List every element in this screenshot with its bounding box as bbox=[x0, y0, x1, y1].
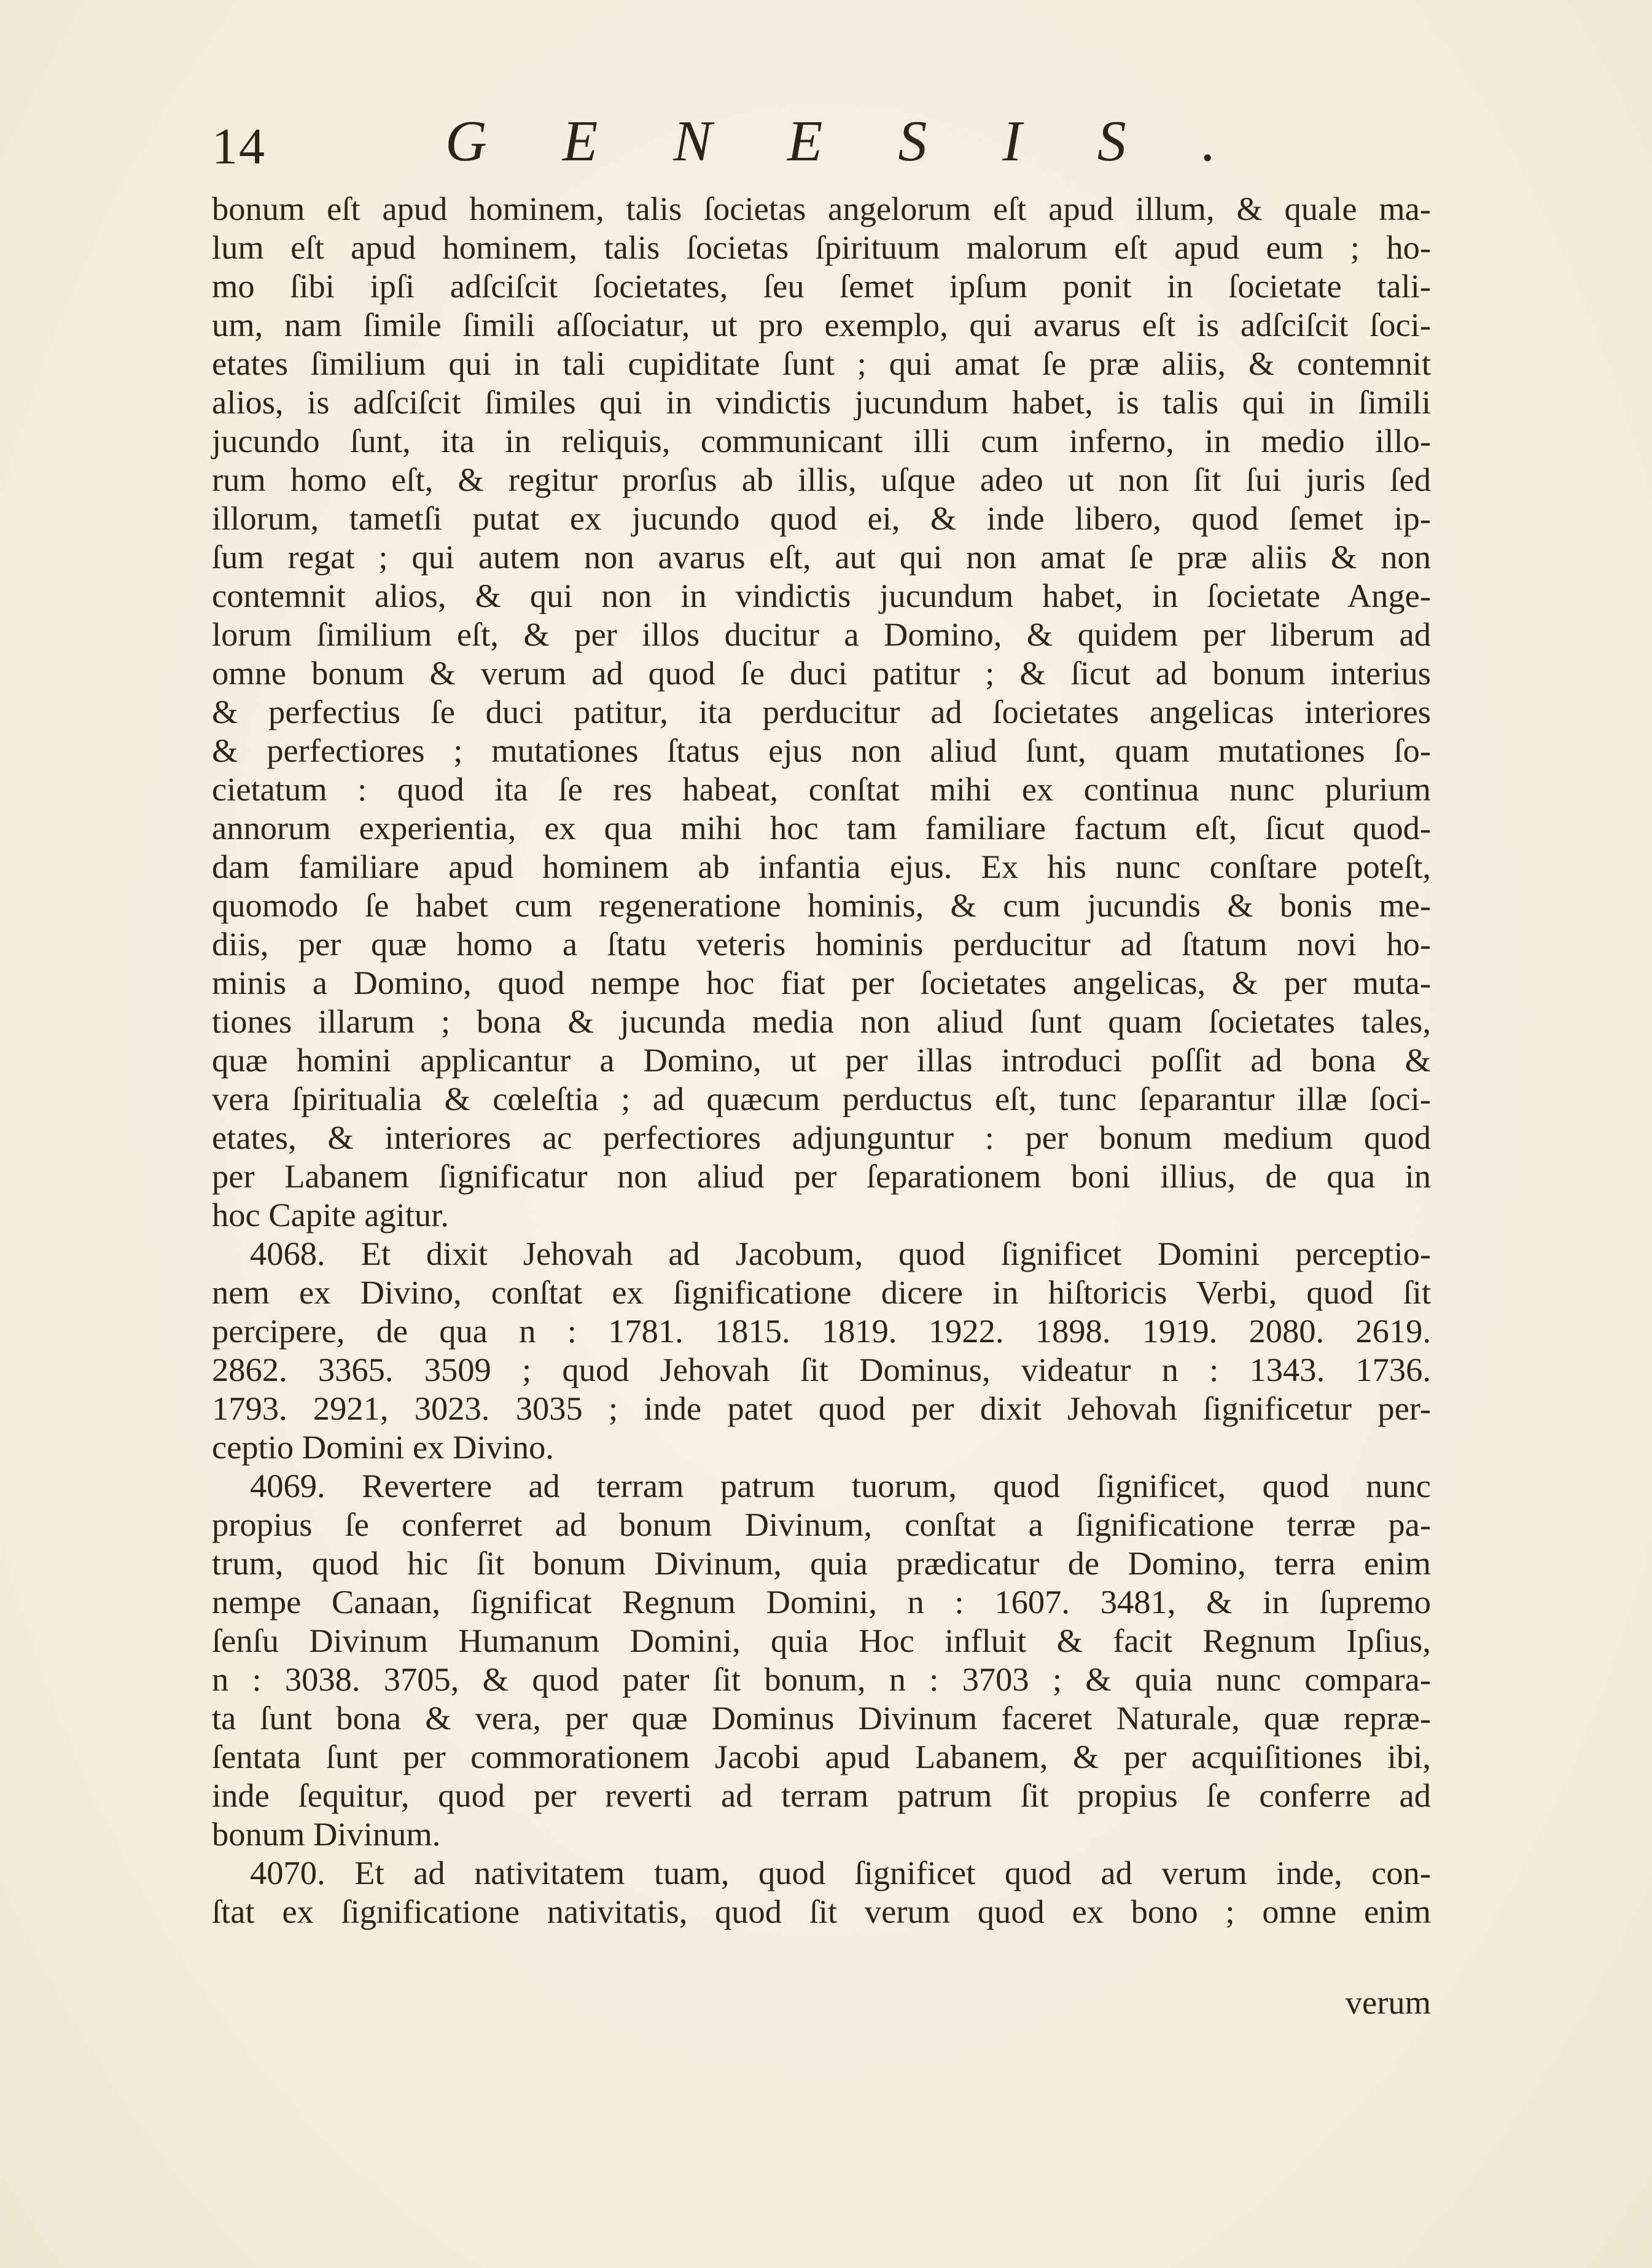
text-line: trum, quod hic ſit bonum Divinum, quia prædicatur de Domino, terra enim bbox=[212, 1544, 1431, 1582]
text-line: etates ſimilium qui in tali cupiditate ſunt ; qui amat ſe præ aliis, & contemnit bbox=[212, 345, 1431, 382]
text-line: quæ homini applicantur a Domino, ut per illas introduci poſſit ad bona & bbox=[212, 1041, 1431, 1079]
text-line: percipere, de qua n : 1781. 1815. 1819. 1922. 1898. 1919. 2080. 2619. bbox=[212, 1312, 1431, 1350]
text-line: bonum Divinum. bbox=[212, 1815, 441, 1853]
text-line: quomodo ſe habet cum regeneratione hominis, & cum jucundis & bonis me- bbox=[212, 886, 1431, 924]
page-number: 14 bbox=[212, 118, 266, 175]
body-text bbox=[212, 189, 1431, 1931]
text-line: jucundo ſunt, ita in reliquis, communicant illi cum inferno, in medio illo- bbox=[212, 422, 1431, 459]
text-line: hoc Capite agitur. bbox=[212, 1196, 449, 1234]
text-line: inde ſequitur, quod per reverti ad terram patrum ſit propius ſe conferre ad bbox=[212, 1777, 1431, 1814]
text-line: um, nam ſimile ſimili aſſociatur, ut pro exemplo, qui avarus eſt is adſciſcit ſoci- bbox=[212, 306, 1431, 343]
text-line: ſentata ſunt per commorationem Jacobi apud Labanem, & per acquiſitiones ibi, bbox=[212, 1738, 1431, 1775]
text-line: nem ex Divino, conſtat ex ſignificatione dicere in hiſtoricis Verbi, quod ſit bbox=[212, 1273, 1431, 1311]
text-line: & perfectiores ; mutationes ſtatus ejus non aliud ſunt, quam mutationes ſo- bbox=[212, 732, 1431, 769]
text-line: lum eſt apud hominem, talis ſocietas ſpirituum malorum eſt apud eum ; ho- bbox=[212, 229, 1431, 266]
text-line: alios, is adſciſcit ſimiles qui in vindictis jucundum habet, is talis qui in ſimili bbox=[212, 383, 1431, 421]
paragraph-4068-start: 4068. Et dixit Jehovah ad Jacobum, quod ſignificet Domini perceptio- bbox=[250, 1235, 1431, 1272]
paragraph-4070-start: 4070. Et ad nativitatem tuam, quod ſignificet quod ad verum inde, con- bbox=[250, 1854, 1431, 1891]
text-line: n : 3038. 3705, & quod pater ſit bonum, n : 3703 ; & quia nunc compara- bbox=[212, 1660, 1431, 1698]
text-line: ſenſu Divinum Humanum Domini, quia Hoc influit & facit Regnum Ipſius, bbox=[212, 1622, 1431, 1659]
paragraph-4069-start: 4069. Revertere ad terram patrum tuorum, quod ſignificet, quod nunc bbox=[250, 1467, 1431, 1504]
text-line: minis a Domino, quod nempe hoc fiat per ſocietates angelicas, & per muta- bbox=[212, 964, 1431, 1001]
text-line: per Labanem ſignificatur non aliud per ſeparationem boni illius, de qua in bbox=[212, 1157, 1431, 1195]
text-line: ceptio Domini ex Divino. bbox=[212, 1428, 555, 1466]
text-line: dam familiare apud hominem ab infantia ejus. Ex his nunc conſtare poteſt, bbox=[212, 848, 1431, 885]
text-line: illorum, tametſi putat ex jucundo quod ei, & inde libero, quod ſemet ip- bbox=[212, 499, 1431, 537]
text-line: tiones illarum ; bona & jucunda media non aliud ſunt quam ſocietates tales, bbox=[212, 1003, 1431, 1040]
text-line: cietatum : quod ita ſe res habeat, conſtat mihi ex continua nunc plurium bbox=[212, 770, 1431, 808]
text-line: nempe Canaan, ſignificat Regnum Domini, n : 1607. 3481, & in ſupremo bbox=[212, 1583, 1431, 1621]
text-line: etates, & interiores ac perfectiores adjunguntur : per bonum medium quod bbox=[212, 1119, 1431, 1156]
text-line: contemnit alios, & qui non in vindictis jucundum habet, in ſocietate Ange- bbox=[212, 577, 1431, 614]
text-line: annorum experientia, ex qua mihi hoc tam familiare factum eſt, ſicut quod- bbox=[212, 809, 1431, 847]
running-title: GENESIS. bbox=[445, 109, 1292, 173]
text-line: 2862. 3365. 3509 ; quod Jehovah ſit Dominus, videatur n : 1343. 1736. bbox=[212, 1351, 1431, 1388]
text-line: diis, per quæ homo a ſtatu veteris hominis perducitur ad ſtatum novi ho- bbox=[212, 925, 1431, 963]
text-line: rum homo eſt, & regitur prorſus ab illis, uſque adeo ut non ſit ſui juris ſed bbox=[212, 461, 1431, 498]
running-head bbox=[212, 104, 1292, 184]
text-line: & perfectius ſe duci patitur, ita perducitur ad ſocietates angelicas interiores bbox=[212, 693, 1431, 730]
text-line: omne bonum & verum ad quod ſe duci patitur ; & ſicut ad bonum interius bbox=[212, 654, 1431, 692]
text-line: mo ſibi ipſi adſciſcit ſocietates, ſeu ſemet ipſum ponit in ſocietate tali- bbox=[212, 267, 1431, 305]
text-line: bonum eſt apud hominem, talis ſocietas angelorum eſt apud illum, & quale ma- bbox=[212, 190, 1431, 227]
text-line: ſum regat ; qui autem non avarus eſt, aut qui non amat ſe præ aliis & non bbox=[212, 538, 1431, 576]
text-line: vera ſpiritualia & cœleſtia ; ad quæcum perductus eſt, tunc ſeparantur illæ ſoci- bbox=[212, 1080, 1431, 1117]
text-line: ſtat ex ſignificatione nativitatis, quod ſit verum quod ex bono ; omne enim bbox=[212, 1893, 1431, 1930]
text-line: lorum ſimilium eſt, & per illos ducitur a Domino, & quidem per liberum ad bbox=[212, 616, 1431, 653]
text-line: ta ſunt bona & vera, per quæ Dominus Divinum faceret Naturale, quæ repræ- bbox=[212, 1699, 1431, 1737]
text-line: propius ſe conferret ad bonum Divinum, conſtat a ſignificatione terræ pa- bbox=[212, 1506, 1431, 1543]
text-line: 1793. 2921, 3023. 3035 ; inde patet quod per dixit Jehovah ſignificetur per- bbox=[212, 1390, 1431, 1427]
catchword: verum bbox=[1345, 1984, 1431, 2021]
